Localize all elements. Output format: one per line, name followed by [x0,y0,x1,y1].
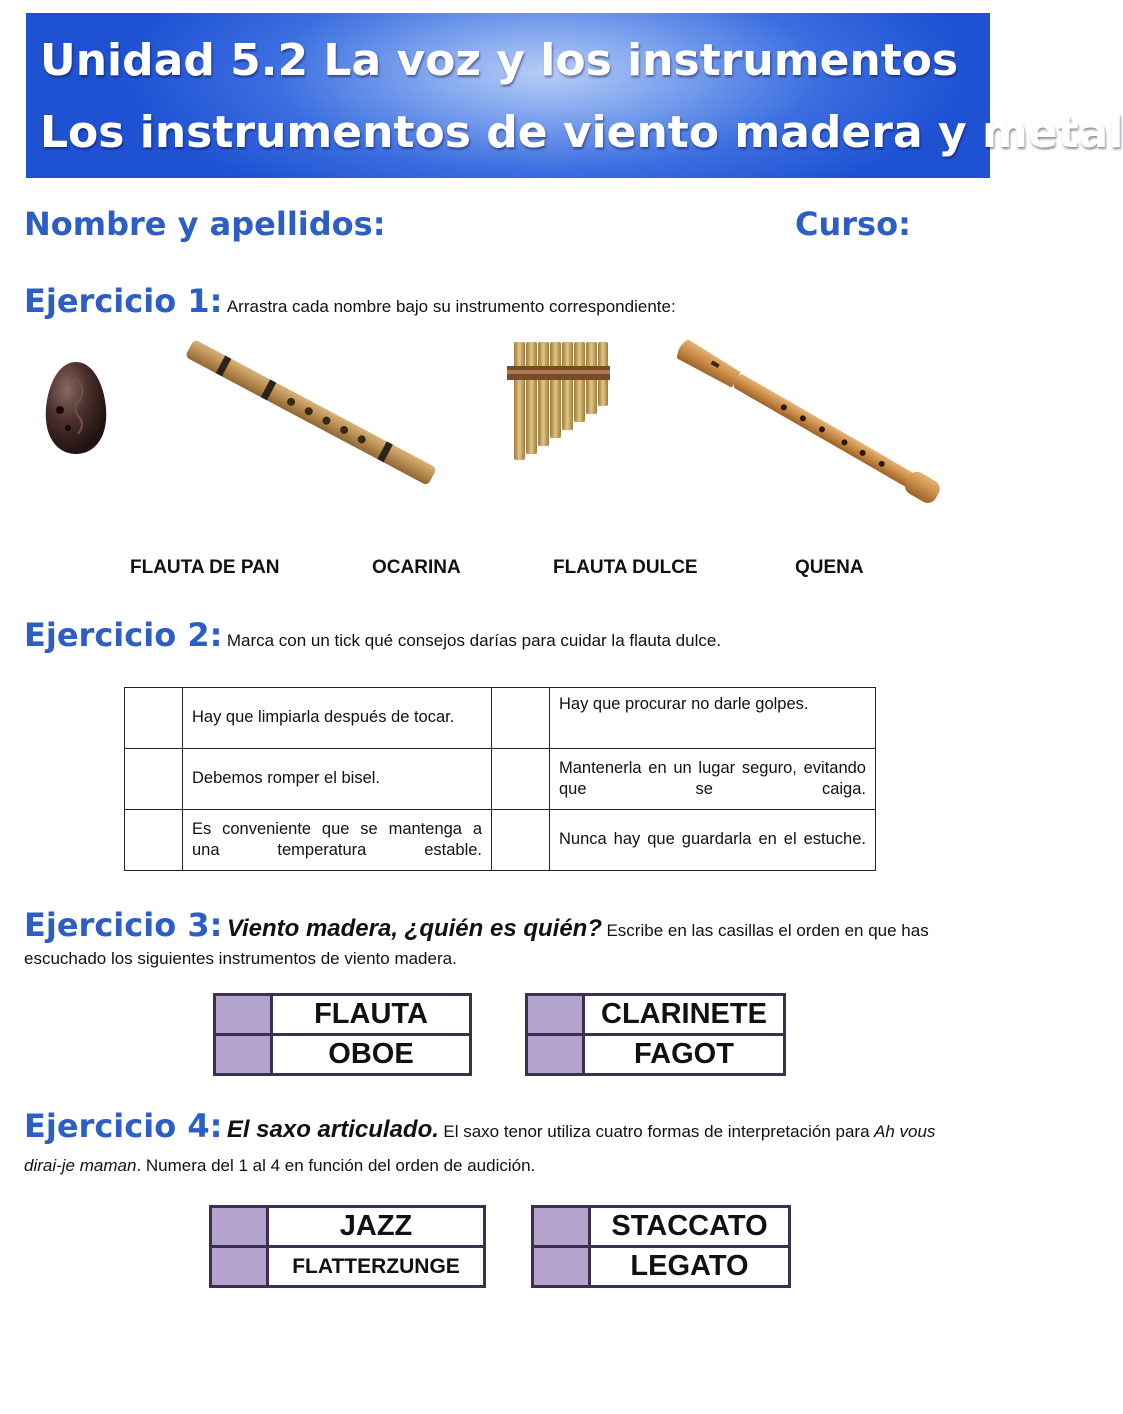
ex4-piece-title-a: Ah vous [873,1122,936,1141]
tick-box[interactable] [125,810,183,871]
technique-staccato: STACCATO [591,1208,788,1245]
ex1-heading [24,282,676,320]
ex3-subtitle: Viento madera, ¿quién es quién? [226,915,603,942]
ex4-piece-title-b: dirai-je maman [24,1156,137,1175]
ex2-instruction: Marca con un tick qué consejos darías para cuidar la flauta dulce. [226,631,722,650]
advice-text: Debemos romper el bisel. [183,749,492,810]
ex4-instruction-2 [24,1156,535,1176]
name-label: Nombre y apellidos: [24,205,386,243]
quena-image[interactable] [180,332,440,467]
advice-text: Nunca hay que guardarla en el estuche. [550,810,876,871]
title-line-1: Unidad 5.2 La voz y los instrumentos [40,35,959,86]
table-row [125,749,876,810]
ex4-instruction-1: El saxo tenor utiliza cuatro formas de interpretación para [443,1122,870,1141]
tick-box[interactable] [492,749,550,810]
ex4-subtitle: El saxo articulado. [226,1116,439,1143]
instrument-oboe: OBOE [273,1036,469,1073]
advice-table [124,687,876,871]
ex3-instruction-1: Escribe en las casillas el orden en que has [606,921,929,940]
ocarina-image[interactable] [40,358,112,458]
ex2-title: Ejercicio 2: [24,616,223,654]
order-box[interactable] [212,1248,266,1285]
label-quena[interactable]: QUENA [795,557,864,578]
ex4-title: Ejercicio 4: [24,1107,223,1145]
advice-text: Hay que limpiarla después de tocar. [183,688,492,749]
instrument-fagot: FAGOT [585,1036,783,1073]
ex3-heading [24,906,929,944]
ex1-title: Ejercicio 1: [24,282,223,320]
order-box[interactable] [528,1036,582,1073]
ex3-grid-right [525,993,786,1076]
ex4-grid-right [531,1205,791,1288]
ex1-instruction: Arrastra cada nombre bajo su instrumento correspondiente: [226,297,676,316]
pan-flute-image[interactable] [505,338,610,463]
order-box[interactable] [534,1208,588,1245]
ex3-grid-left [213,993,472,1076]
label-flauta-dulce[interactable]: FLAUTA DULCE [553,557,698,578]
ex4-instruction-rest: . Numera del 1 al 4 en función del orden de audición. [136,1156,536,1175]
order-box[interactable] [534,1248,588,1285]
label-flauta-de-pan[interactable]: FLAUTA DE PAN [130,557,280,578]
order-box[interactable] [216,996,270,1033]
ex3-instruction-2: escuchado los siguientes instrumentos de viento madera. [24,949,457,968]
technique-flatterzunge: FLATTERZUNGE [269,1248,483,1285]
tick-box[interactable] [125,749,183,810]
ex3-title: Ejercicio 3: [24,906,223,944]
instrument-flauta: FLAUTA [273,996,469,1033]
instrument-clarinete: CLARINETE [585,996,783,1033]
course-label: Curso: [795,205,911,243]
technique-jazz: JAZZ [269,1208,483,1245]
ex4-heading [24,1107,935,1145]
ex4-grid-left [209,1205,486,1288]
header-banner [26,13,1123,178]
label-ocarina[interactable]: OCARINA [372,557,461,578]
advice-text: Hay que procurar no darle golpes. [550,688,876,749]
tick-box[interactable] [492,688,550,749]
ex2-heading [24,616,721,654]
table-row [125,810,876,871]
order-box[interactable] [216,1036,270,1073]
tick-box[interactable] [492,810,550,871]
advice-text: Es conveniente que se mantenga a una temperatura estable. [183,810,492,871]
table-row [125,688,876,749]
recorder-image[interactable] [675,334,965,494]
title-line-2: Los instrumentos de viento madera y metal [40,107,1123,158]
order-box[interactable] [528,996,582,1033]
order-box[interactable] [212,1208,266,1245]
advice-text: Mantenerla en un lugar seguro, evitando que se caiga. [550,749,876,810]
tick-box[interactable] [125,688,183,749]
technique-legato: LEGATO [591,1248,788,1285]
